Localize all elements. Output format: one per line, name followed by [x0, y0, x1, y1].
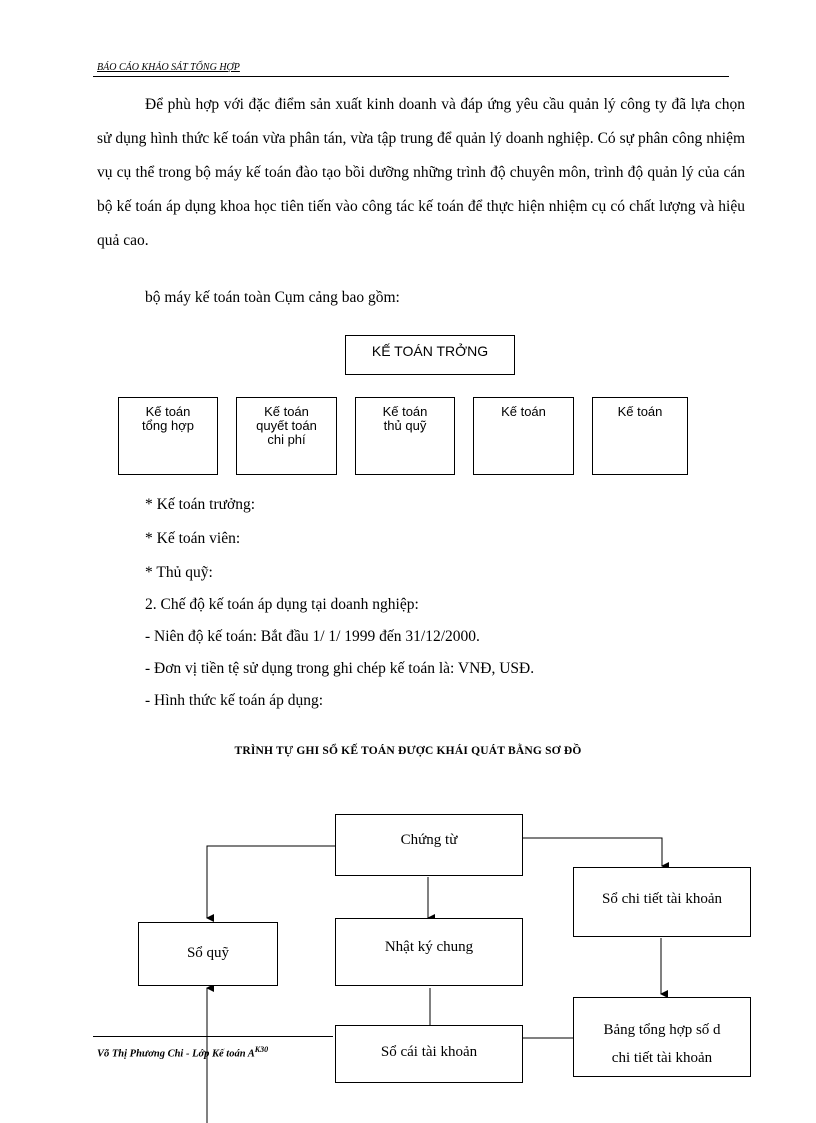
- connector-chungtu-sochitiet: [523, 838, 662, 866]
- diagram-title: TRÌNH TỰ GHI SỔ KẾ TOÁN ĐƯỢC KHÁI QUÁT BẰNG SƠ ĐỒ: [234, 745, 582, 757]
- footer-author: [97, 1045, 268, 1060]
- node-bang-tong-hop-line2: chi tiết tài khoản: [611, 1050, 713, 1066]
- node-bang-tong-hop-line1: Bảng tổng hợp số d: [603, 1022, 721, 1038]
- node-so-quy: [138, 922, 278, 986]
- role-treasurer: * Thủ quỹ:: [145, 564, 213, 581]
- policy-form: - Hình thức kế toán áp dụng:: [145, 692, 324, 709]
- node-bang-tong-hop: [573, 997, 751, 1077]
- org-intro: bộ máy kế toán toàn Cụm cảng bao gồm:: [145, 289, 400, 306]
- footer-rule: [93, 1036, 333, 1037]
- org-staff-label-2: Kế toán quyết toán chi phí: [256, 404, 317, 447]
- connector-chungtu-soquy: [207, 846, 336, 918]
- node-so-chi-tiet-label: Sổ chi tiết tài khoản: [602, 891, 722, 907]
- node-nhat-ky-chung: [335, 918, 523, 986]
- footer-author-name: Võ Thị Phương Chi - Lớp Kế toán A: [97, 1048, 255, 1060]
- node-so-cai: [335, 1025, 523, 1083]
- policy-fiscal-year: - Niên độ kế toán: Bắt đầu 1/ 1/ 1999 đến 31/12/2000.: [145, 628, 480, 645]
- org-staff-label-4: Kế toán: [501, 404, 546, 419]
- intro-paragraph: Để phù hợp với đặc điểm sản xuất kinh doanh và đáp ứng yêu cầu quản lý công ty đã lựa chọn sử dụng hình thức kế toán vừa phân tán, vừa tập trung để quản lý doanh nghiệp. Có sự phân công nhiệm vụ cụ thể trong bộ máy kế toán đào tạo bồi dưỡng những trình độ chuyên môn, trình độ quản lý của cán bộ kế toán áp dụng khoa học tiên tiến vào công tác kế toán để thực hiện nhiệm cụ có chất lượng và hiệu quả cao.: [97, 96, 745, 249]
- role-chief-accountant: * Kế toán trưởng:: [145, 496, 256, 513]
- footer-class-sup: K30: [254, 1045, 269, 1054]
- node-so-chi-tiet: [573, 867, 751, 937]
- org-staff-label-1: Kế toán tổng hợp: [142, 404, 194, 433]
- org-head-label: KẾ TOÁN TRỞNG: [371, 343, 489, 359]
- org-staff-label-3: Kế toán thủ quỹ: [382, 404, 428, 433]
- section-heading: 2. Chế độ kế toán áp dụng tại doanh nghiệp:: [145, 596, 419, 613]
- node-nhat-ky-chung-label: Nhật ký chung: [384, 939, 474, 955]
- node-so-quy-label: Sổ quỹ: [186, 945, 230, 961]
- policy-currency: - Đơn vị tiền tệ sử dụng trong ghi chép kế toán là: VNĐ, USĐ.: [145, 660, 535, 677]
- node-so-cai-label: Sổ cái tài khoản: [380, 1044, 478, 1060]
- header-title: BÁO CÁO KHẢO SÁT TỔNG HỢP: [97, 62, 240, 73]
- node-chung-tu-label: Chứng từ: [400, 832, 458, 848]
- org-staff-label-5: Kế toán: [617, 404, 663, 419]
- node-chung-tu: [335, 814, 523, 876]
- role-accountant: * Kế toán viên:: [145, 530, 241, 547]
